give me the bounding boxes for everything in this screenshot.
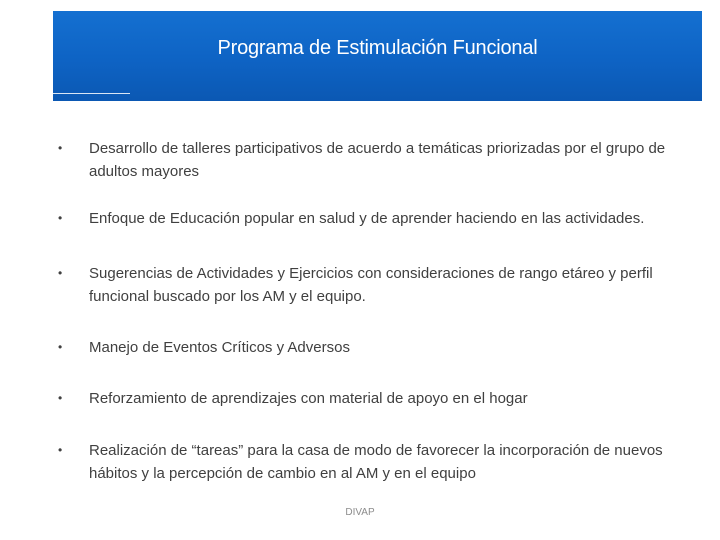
bullet-text: Enfoque de Educación popular en salud y de aprender haciendo en las actividades.	[89, 210, 645, 227]
bullet-marker: •	[58, 340, 63, 354]
slide-title: Programa de Estimulación Funcional	[217, 37, 538, 59]
bullet-text: Reforzamiento de aprendizajes con material de apoyo en el hogar	[89, 390, 528, 407]
bullet-item-tareas	[58, 439, 678, 485]
bullet-marker: •	[58, 391, 63, 405]
bullet-marker: •	[58, 443, 63, 457]
bullet-text: Realización de “tareas” para la casa de modo de favorecer la incorporación de nuevos hábitos y la percepción de cambio en al AM y en el equipo	[89, 442, 663, 482]
bullet-text: Sugerencias de Actividades y Ejercicios con consideraciones de rango etáreo y perfil funcional buscado por los AM y el equipo.	[89, 265, 653, 305]
bullet-marker: •	[58, 141, 63, 155]
footer-label: DIVAP	[345, 507, 375, 518]
bullet-item-enfoque	[58, 207, 678, 230]
bullet-item-manejo	[58, 336, 678, 359]
bullet-text: Desarrollo de talleres participativos de acuerdo a temáticas priorizadas por el grupo de adultos mayores	[89, 140, 666, 180]
bullet-text: Manejo de Eventos Críticos y Adversos	[89, 339, 350, 356]
bullet-item-sugerencias	[58, 262, 678, 308]
bullet-item-talleres	[58, 137, 678, 183]
bullet-marker: •	[58, 266, 63, 280]
bullet-item-reforzamiento	[58, 387, 678, 410]
bullet-marker: •	[58, 211, 63, 225]
